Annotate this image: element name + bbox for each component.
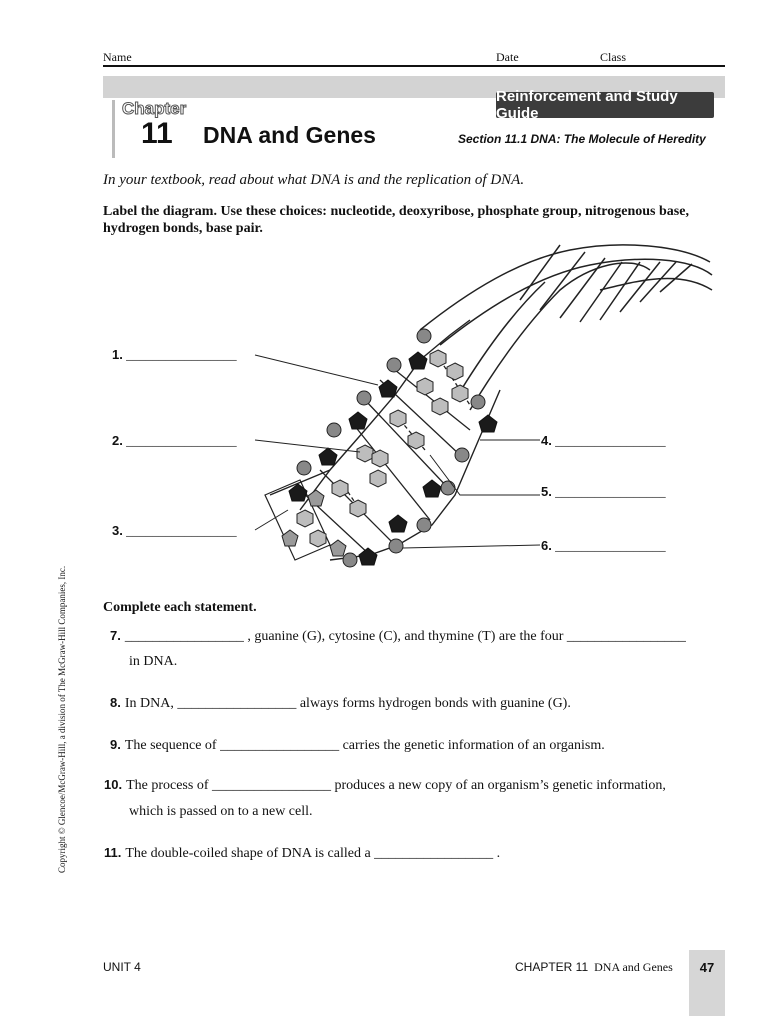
page-number: 47 <box>689 950 725 1016</box>
diagram-label-1[interactable] <box>112 347 237 363</box>
statement-number: 10. <box>104 777 123 792</box>
diagram-label-4[interactable] <box>541 433 666 449</box>
section-title: Section 11.1 DNA: The Molecule of Heredity <box>458 132 706 146</box>
diagram-label-2[interactable] <box>112 433 237 449</box>
statement-text: . <box>493 846 501 861</box>
answer-blank: _________________ <box>555 433 666 448</box>
diagram-label-5[interactable] <box>541 484 666 500</box>
chapter-title: DNA and Genes <box>203 122 376 148</box>
answer-blank: _________________ <box>126 347 237 362</box>
intro-text: In your textbook, read about what DNA is and the replication of DNA. <box>103 172 525 188</box>
statement-text: The sequence of <box>124 738 221 753</box>
study-guide-badge: Reinforcement and Study Guide <box>496 92 714 118</box>
footer-unit: UNIT 4 <box>103 960 141 974</box>
label-number: 4. <box>541 433 552 448</box>
label-number: 5. <box>541 484 552 499</box>
statement-text: produces a new copy of an organism’s genetic information, <box>331 778 666 793</box>
answer-blank[interactable]: _________________ <box>177 696 297 711</box>
answer-blank[interactable]: _________________ <box>124 629 244 644</box>
label-number: 3. <box>112 523 123 538</box>
statement-number: 9. <box>110 737 121 752</box>
chapter-number: 11 <box>141 117 173 150</box>
footer-chapter <box>515 960 673 975</box>
statement-text: , guanine (G), cytosine (C), and thymine (T) are the four <box>243 629 567 644</box>
footer-chapter-title: DNA and Genes <box>594 960 673 974</box>
label-number: 6. <box>541 538 552 553</box>
answer-blank[interactable]: _________________ <box>220 738 340 753</box>
answer-blank: _________________ <box>126 433 237 448</box>
label-number: 1. <box>112 347 123 362</box>
answer-blank[interactable]: _________________ <box>212 778 331 793</box>
statement-9 <box>110 737 605 754</box>
footer-chapter-number: CHAPTER 11 <box>515 960 589 974</box>
class-label: Class <box>600 50 627 64</box>
chapter-word: Chapter <box>122 99 187 118</box>
name-label: Name <box>103 50 132 64</box>
statement-number: 8. <box>110 695 121 710</box>
diagram-label-6[interactable] <box>541 538 666 554</box>
statement-11 <box>104 845 500 862</box>
statement-text: In DNA, <box>124 696 178 711</box>
diagram-instructions: Label the diagram. Use these choices: nucleotide, deoxyribose, phosphate group, nitrogenous base, hydrogen bonds, base pair. <box>103 204 689 236</box>
statement-8 <box>110 695 571 712</box>
statement-10 <box>104 777 666 794</box>
statement-text: always forms hydrogen bonds with guanine (G). <box>296 696 571 711</box>
statement-10-continued: which is passed on to a new cell. <box>129 804 313 819</box>
statement-text: The process of <box>126 778 212 793</box>
answer-blank[interactable]: _________________ <box>374 846 494 861</box>
nitrogenous-bases <box>297 350 468 547</box>
statement-7-continued: in DNA. <box>129 654 178 669</box>
answer-blank: _________________ <box>126 523 237 538</box>
statement-7 <box>110 628 686 645</box>
answer-blank: _________________ <box>555 484 666 499</box>
copyright-notice: Copyright © Glencoe/McGraw-Hill, a division of The McGraw-Hill Companies, Inc. <box>57 565 67 873</box>
date-label: Date <box>496 50 519 64</box>
statement-number: 11. <box>104 845 122 860</box>
label-number: 2. <box>112 433 123 448</box>
statement-text: carries the genetic information of an organism. <box>339 738 605 753</box>
answer-blank[interactable]: _________________ <box>566 629 686 644</box>
statement-text: The double-coiled shape of DNA is called a <box>125 846 375 861</box>
complete-heading: Complete each statement. <box>103 600 257 615</box>
helix-ribbon <box>420 245 712 410</box>
statement-number: 7. <box>110 628 121 643</box>
diagram-label-3[interactable] <box>112 523 237 539</box>
answer-blank: _________________ <box>555 538 666 553</box>
